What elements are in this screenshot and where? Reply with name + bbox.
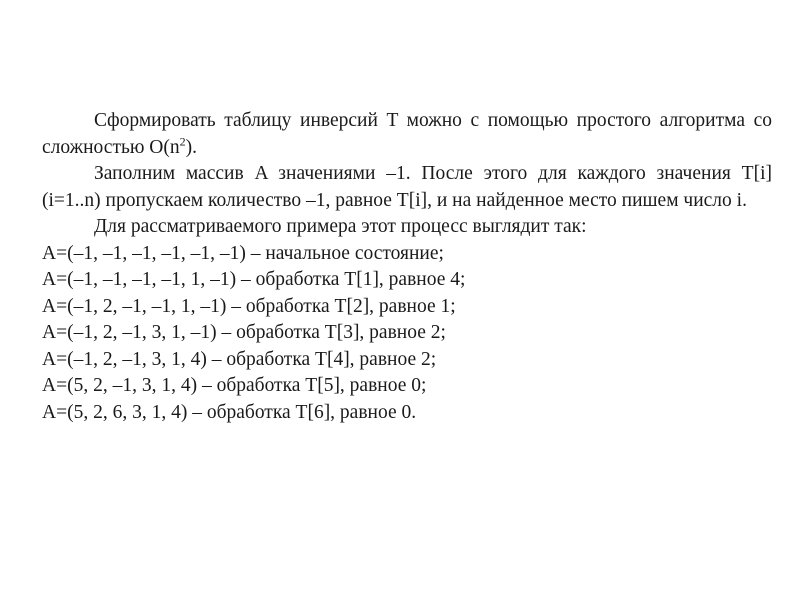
step-list [42, 241, 772, 427]
superscript-exponent: 2 [179, 134, 186, 148]
document-page [42, 108, 772, 426]
step-line: A=(–1, –1, –1, –1, –1, –1) – начальное состояние; [42, 242, 444, 264]
step-line: A=(5, 2, 6, 3, 1, 4) – обработка T[6], равное 0. [42, 401, 417, 423]
step-line: A=(–1, 2, –1, –1, 1, –1) – обработка T[2], равное 1; [42, 295, 456, 317]
paragraph-intro [42, 108, 772, 161]
step-line: A=(–1, –1, –1, –1, 1, –1) – обработка T[1], равное 4; [42, 269, 466, 290]
step-line: A=(–1, 2, –1, 3, 1, 4) – обработка T[4], равное 2; [42, 348, 437, 370]
paragraph-example-intro: Для рассматриваемого примера этот процесс выглядит так: [94, 216, 587, 237]
paragraph-algorithm: Заполним массив A значениями –1. После этого для каждого значения T[i] (i=1..n) пропускаем количество –1, равное T[i], и на найденное место пишем число i. [42, 163, 772, 211]
step-line: A=(–1, 2, –1, 3, 1, –1) – обработка T[3], равное 2; [42, 322, 446, 343]
paragraph-intro-end: ). [185, 136, 198, 158]
step-line: A=(5, 2, –1, 3, 1, 4) – обработка T[5], равное 0; [42, 375, 427, 396]
paragraph-intro-text: Сформировать таблицу инверсий T можно с помощью простого алгоритма со сложностью O(n [42, 110, 772, 158]
